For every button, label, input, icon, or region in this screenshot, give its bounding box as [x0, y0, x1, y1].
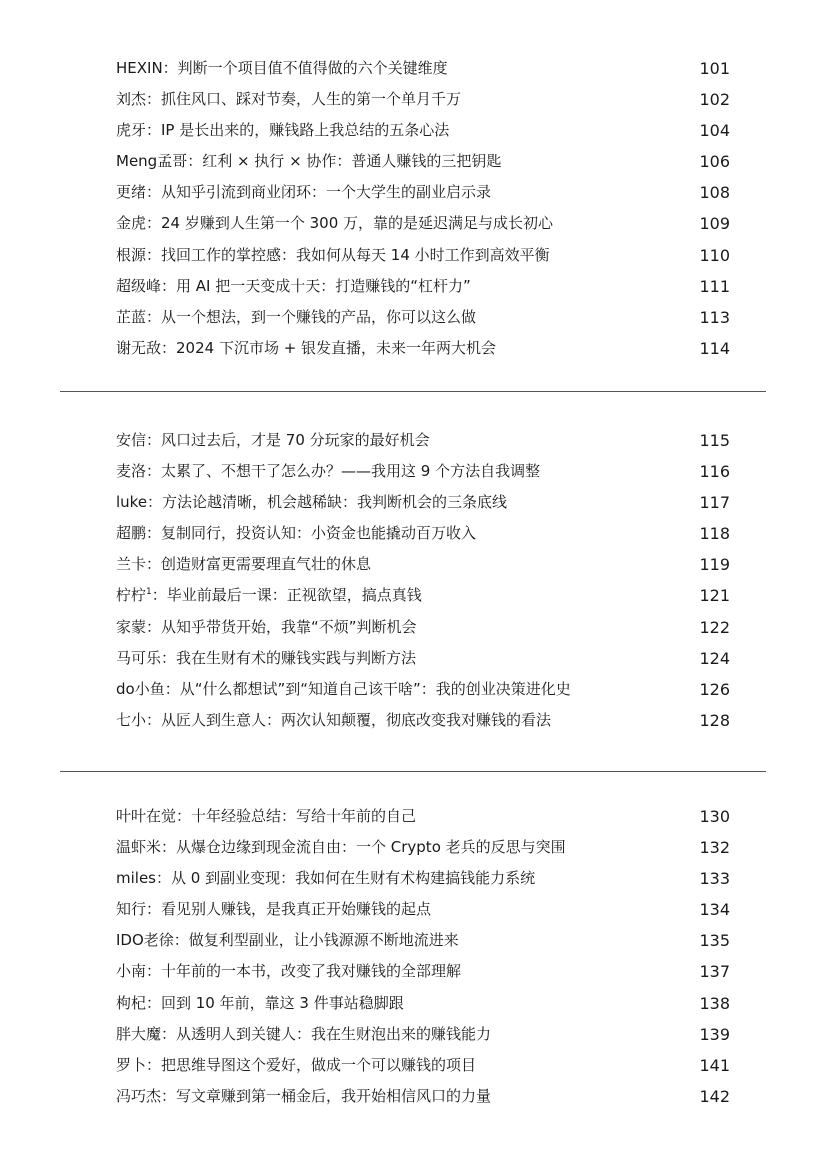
entry-page: 113: [699, 307, 730, 327]
entry-title: 冯巧杰：写文章赚到第一桶金后，我开始相信风口的力量: [116, 1086, 492, 1105]
toc-entry[interactable]: [116, 146, 730, 177]
entry-page: 122: [699, 617, 730, 637]
entry-title: 罗卜：把思维导图这个爱好，做成一个可以赚钱的项目: [116, 1055, 477, 1074]
entry-page: 108: [699, 183, 730, 203]
entry-title: 刘杰：抓住风口、踩对节奏，人生的第一个单月千万: [116, 90, 462, 109]
entry-title: 胖大魔：从透明人到关键人：我在生财泡出来的赚钱能力: [116, 1024, 492, 1043]
section-divider: [60, 771, 766, 772]
entry-page: 117: [699, 493, 730, 513]
toc-entry[interactable]: [116, 643, 730, 674]
entry-page: 118: [699, 524, 730, 544]
entry-page: 111: [699, 276, 730, 296]
entry-title: 枸杞：回到 10 年前，靠这 3 件事站稳脚跟: [116, 993, 404, 1012]
toc-entry[interactable]: [116, 84, 730, 115]
toc-entry[interactable]: [116, 487, 730, 518]
toc-entry[interactable]: [116, 705, 730, 736]
entry-title: 安信：风口过去后，才是 70 分玩家的最好机会: [116, 431, 430, 449]
entry-page: 137: [699, 962, 730, 982]
entry-title: 小南：十年前的一本书，改变了我对赚钱的全部理解: [116, 962, 462, 981]
toc-entry[interactable]: [116, 988, 730, 1019]
entry-title: 知行：看见别人赚钱，是我真正开始赚钱的起点: [116, 900, 432, 919]
toc-entry[interactable]: [116, 53, 730, 84]
entry-title: miles：从 0 到副业变现：我如何在生财有术构建搞钱能力系统: [116, 869, 536, 888]
toc-entry[interactable]: [116, 1050, 730, 1081]
entry-title: 虎牙：IP 是长出来的，赚钱路上我总结的五条心法: [116, 121, 450, 140]
entry-title: Meng孟哥：红利 × 执行 × 协作：普通人赚钱的三把钥匙: [116, 152, 502, 171]
entry-page: 135: [699, 931, 730, 951]
toc-entry[interactable]: [116, 240, 730, 271]
toc-entry[interactable]: [116, 612, 730, 643]
entry-title: 谢无敌：2024 下沉市场 + 银发直播，未来一年两大机会: [116, 338, 497, 357]
toc-entry[interactable]: [116, 115, 730, 146]
entry-page: 141: [699, 1055, 730, 1075]
entry-page: 134: [699, 900, 730, 920]
entry-title: do小鱼：从“什么都想试”到“知道自己该干啥”：我的创业决策进化史: [116, 679, 571, 698]
entry-page: 142: [699, 1086, 730, 1106]
entry-page: 139: [699, 1024, 730, 1044]
entry-title: 马可乐：我在生财有术的赚钱实践与判断方法: [116, 648, 417, 667]
toc-section-1: [116, 53, 730, 364]
toc-entry[interactable]: [116, 208, 730, 239]
entry-title: 温虾米：从爆仓边缘到现金流自由：一个 Crypto 老兵的反思与突围: [116, 838, 566, 857]
toc-entry[interactable]: [116, 456, 730, 487]
entry-title: HEXIN：判断一个项目值不值得做的六个关键维度: [116, 59, 448, 77]
entry-page: 102: [699, 90, 730, 110]
entry-page: 138: [699, 993, 730, 1013]
entry-title: 超级峰：用 AI 把一天变成十天：打造赚钱的“杠杆力”: [116, 276, 471, 295]
entry-page: 133: [699, 869, 730, 889]
toc-entry[interactable]: [116, 302, 730, 333]
toc-entry[interactable]: [116, 271, 730, 302]
entry-page: 130: [699, 807, 730, 826]
entry-page: 110: [699, 245, 730, 265]
entry-title: 更绪：从知乎引流到商业闭环：一个大学生的副业启示录: [116, 183, 492, 202]
entry-page: 119: [699, 555, 730, 575]
toc-entry[interactable]: [116, 801, 730, 832]
toc-entry[interactable]: [116, 1081, 730, 1112]
entry-title: 芷蓝：从一个想法，到一个赚钱的产品，你可以这么做: [116, 307, 477, 326]
toc-entry[interactable]: [116, 863, 730, 894]
toc-entry[interactable]: [116, 925, 730, 956]
toc-section-3: [116, 801, 730, 1112]
entry-page: 126: [699, 679, 730, 699]
entry-title: 叶叶在觉：十年经验总结：写给十年前的自己: [116, 807, 417, 825]
toc-entry[interactable]: [116, 177, 730, 208]
toc-entry[interactable]: [116, 832, 730, 863]
footnote-marker: 1: [146, 587, 152, 598]
toc-entry[interactable]: [116, 580, 730, 611]
entry-page: 116: [699, 462, 730, 482]
toc-entry[interactable]: [116, 674, 730, 705]
section-divider: [60, 391, 766, 392]
entry-page: 124: [699, 648, 730, 668]
entry-title: 家蒙：从知乎带货开始，我靠“不烦”判断机会: [116, 617, 417, 636]
entry-title: [116, 580, 422, 611]
toc-entry[interactable]: [116, 425, 730, 456]
entry-title: 根源：找回工作的掌控感：我如何从每天 14 小时工作到高效平衡: [116, 245, 550, 264]
entry-author: 柠柠: [116, 586, 147, 605]
entry-title: 超鹏：复制同行，投资认知：小资金也能撬动百万收入: [116, 524, 477, 543]
entry-title: 兰卡：创造财富更需要理直气壮的休息: [116, 555, 372, 574]
entry-page: 104: [699, 121, 730, 141]
entry-page: 132: [699, 838, 730, 858]
entry-page: 121: [699, 586, 730, 606]
toc-entry[interactable]: [116, 894, 730, 925]
entry-page: 106: [699, 152, 730, 172]
entry-title: IDO老徐：做复利型副业，让小钱源源不断地流进来: [116, 931, 459, 950]
entry-page: 101: [699, 59, 730, 78]
toc-entry[interactable]: [116, 956, 730, 987]
entry-page: 109: [699, 214, 730, 234]
toc-entry[interactable]: [116, 549, 730, 580]
entry-title: 金虎：24 岁赚到人生第一个 300 万，靠的是延迟满足与成长初心: [116, 214, 554, 233]
entry-page: 114: [699, 338, 730, 358]
entry-title: 麦洛：太累了、不想干了怎么办？——我用这 9 个方法自我调整: [116, 462, 541, 481]
entry-title-rest: ：毕业前最后一课：正视欲望，搞点真钱: [151, 586, 422, 605]
toc-entry[interactable]: [116, 333, 730, 364]
entry-title: 七小：从匠人到生意人：两次认知颠覆，彻底改变我对赚钱的看法: [116, 710, 552, 729]
toc-entry[interactable]: [116, 518, 730, 549]
entry-page: 115: [699, 431, 730, 450]
toc-entry[interactable]: [116, 1019, 730, 1050]
entry-page: 128: [699, 710, 730, 730]
entry-title: luke：方法论越清晰，机会越稀缺：我判断机会的三条底线: [116, 493, 508, 512]
toc-section-2: [116, 425, 730, 736]
